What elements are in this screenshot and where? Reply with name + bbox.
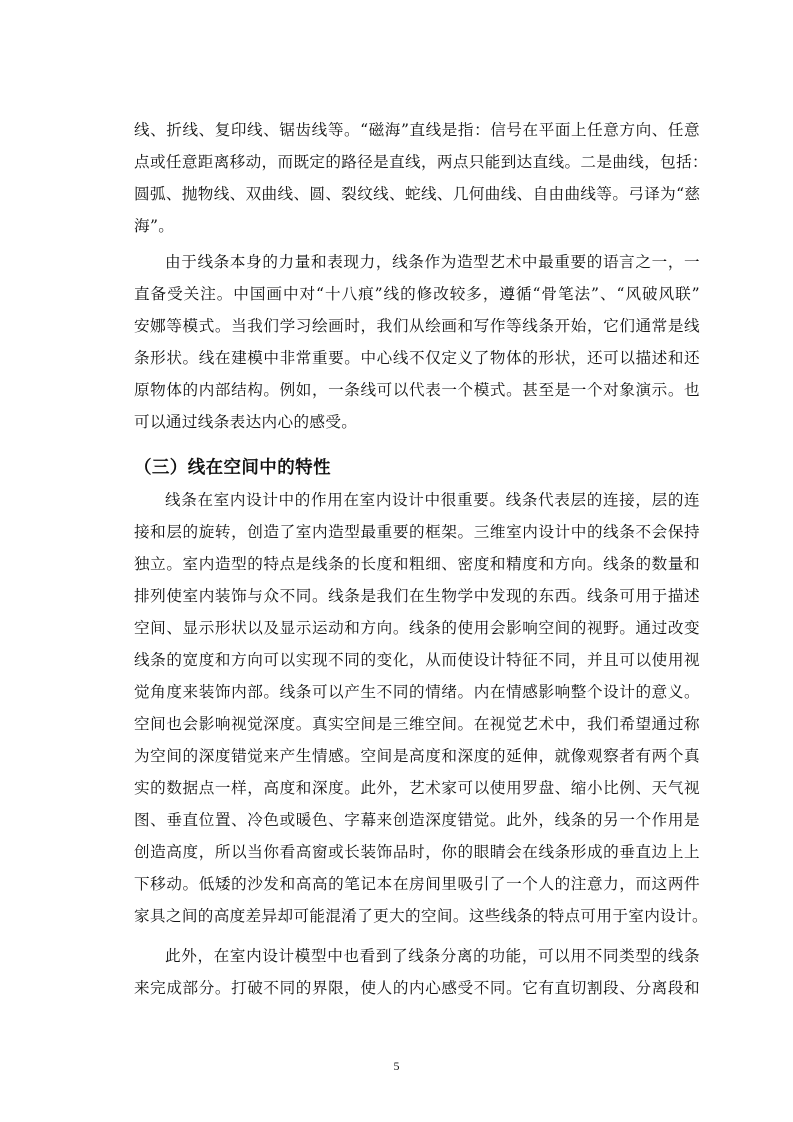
paragraph-line: 下移动。低矮的沙发和高高的笔记本在房间里吸引了一个人的注意力，而这两件 bbox=[134, 875, 700, 893]
paragraph-line: 由于线条本身的力量和表现力，线条作为造型艺术中最重要的语言之一，一 bbox=[165, 253, 700, 271]
paragraph-line: 来完成部分。打破不同的界限，使人的内心感受不同。它有直切割段、分离段和 bbox=[134, 979, 700, 997]
paragraph-line: 空间也会影响视觉深度。真实空间是三维空间。在视觉艺术中，我们希望通过称 bbox=[134, 715, 700, 733]
paragraph-line: 觉角度来装饰内部。线条可以产生不同的情绪。内在情感影响整个设计的意义。 bbox=[134, 683, 700, 701]
paragraph-line: 可以通过线条表达内心的感受。 bbox=[134, 413, 358, 431]
paragraph-line: 家具之间的高度差异却可能混淆了更大的空间。这些线条的特点可用于室内设计。 bbox=[134, 907, 708, 925]
paragraph-line: 创造高度，所以当你看高窗或长装饰品时，你的眼睛会在线条形成的垂直边上上 bbox=[134, 843, 700, 861]
paragraph-line: 圆弧、抛物线、双曲线、圆、裂纹线、蛇线、几何曲线、自由曲线等。弓译为“慈 bbox=[134, 185, 701, 203]
paragraph-line: 实的数据点一样，高度和深度。此外，艺术家可以使用罗盘、缩小比例、天气视 bbox=[134, 779, 700, 797]
section-heading: （三）线在空间中的特性 bbox=[134, 458, 331, 478]
paragraph-line: 空间、显示形状以及显示运动和方向。线条的使用会影响空间的视野。通过改变 bbox=[134, 619, 700, 637]
paragraph-line: 直备受关注。中国画中对“十八痕”线的修改较多，遵循“骨笔法”、“风破风联” bbox=[134, 285, 700, 303]
paragraph-line: 安娜等模式。当我们学习绘画时，我们从绘画和写作等线条开始，它们通常是线 bbox=[134, 317, 700, 335]
paragraph-line: 图、垂直位置、冷色或暖色、字幕来创造深度错觉。此外，线条的另一个作用是 bbox=[134, 811, 700, 829]
paragraph-line: 原物体的内部结构。例如，一条线可以代表一个模式。甚至是一个对象演示。也 bbox=[134, 381, 700, 399]
paragraph-line: 线条在室内设计中的作用在室内设计中很重要。线条代表层的连接，层的连 bbox=[165, 491, 700, 509]
paragraph-line: 独立。室内造型的特点是线条的长度和粗细、密度和精度和方向。线条的数量和 bbox=[134, 555, 700, 573]
paragraph-line: 海”。 bbox=[134, 217, 175, 235]
paragraph-line: 为空间的深度错觉来产生情感。空间是高度和深度的延伸，就像观察者有两个真 bbox=[134, 747, 700, 765]
paragraph-line: 此外，在室内设计模型中也看到了线条分离的功能，可以用不同类型的线条 bbox=[165, 947, 700, 965]
paragraph-line: 条形状。线在建模中非常重要。中心线不仅定义了物体的形状，还可以描述和还 bbox=[134, 349, 700, 367]
paragraph-line: 接和层的旋转，创造了室内造型最重要的框架。三维室内设计中的线条不会保持 bbox=[134, 523, 700, 541]
paragraph-line: 点或任意距离移动，而既定的路径是直线，两点只能到达直线。二是曲线，包括： bbox=[134, 153, 708, 171]
paragraph-line: 线条的宽度和方向可以实现不同的变化，从而使设计特征不同，并且可以使用视 bbox=[134, 651, 700, 669]
paragraph-line: 排列使室内装饰与众不同。线条是我们在生物学中发现的东西。线条可用于描述 bbox=[134, 587, 700, 605]
paragraph-line: 线、折线、复印线、锯齿线等。“磁海”直线是指：信号在平面上任意方向、任意 bbox=[134, 121, 700, 139]
page-number: 5 bbox=[393, 1059, 400, 1073]
